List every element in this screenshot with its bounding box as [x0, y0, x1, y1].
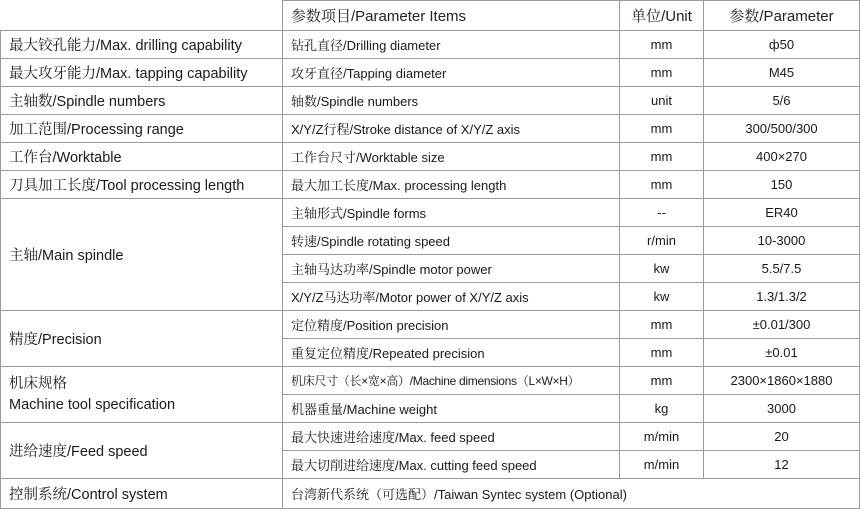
- row-unit: mm: [620, 31, 704, 59]
- row-category: 主轴/Main spindle: [1, 199, 283, 311]
- row-unit: mm: [620, 311, 704, 339]
- row-item: X/Y/Z行程/Stroke distance of X/Y/Z axis: [283, 115, 620, 143]
- table-row: [1, 199, 860, 227]
- row-item: 最大加工长度/Max. processing length: [283, 171, 620, 199]
- row-value: 5/6: [704, 87, 860, 115]
- row-unit: mm: [620, 59, 704, 87]
- header-unit: 单位/Unit: [620, 1, 704, 31]
- row-category: 最大攻牙能力/Max. tapping capability: [1, 59, 283, 87]
- table-row: [1, 143, 860, 171]
- row-value: ф50: [704, 31, 860, 59]
- row-item: 重复定位精度/Repeated precision: [283, 339, 620, 367]
- row-value: 400×270: [704, 143, 860, 171]
- table-row: [1, 115, 860, 143]
- row-category: 加工范围/Processing range: [1, 115, 283, 143]
- row-item: X/Y/Z马达功率/Motor power of X/Y/Z axis: [283, 283, 620, 311]
- header-blank-cell: [1, 1, 283, 31]
- row-category: 控制系统/Control system: [1, 479, 283, 509]
- table-row: [1, 479, 860, 509]
- row-value: ±0.01: [704, 339, 860, 367]
- row-value: 20: [704, 423, 860, 451]
- row-value: 150: [704, 171, 860, 199]
- table-row: [1, 367, 860, 395]
- row-value: 2300×1860×1880: [704, 367, 860, 395]
- header-param-items: 参数项目/Parameter Items: [283, 1, 620, 31]
- row-item: 机器重量/Machine weight: [283, 395, 620, 423]
- row-unit: kw: [620, 255, 704, 283]
- row-unit: m/min: [620, 423, 704, 451]
- row-category: 刀具加工长度/Tool processing length: [1, 171, 283, 199]
- row-item: 主轴马达功率/Spindle motor power: [283, 255, 620, 283]
- row-value: 3000: [704, 395, 860, 423]
- category-line-chinese: 机床规格: [9, 375, 67, 392]
- table-row: [1, 311, 860, 339]
- row-unit: mm: [620, 143, 704, 171]
- row-value: 1.3/1.3/2: [704, 283, 860, 311]
- row-item: 机床尺寸（长×宽×高）/Machine dimensions（L×W×H）: [283, 367, 620, 395]
- row-item: 台湾新代系统（可选配）/Taiwan Syntec system (Optional): [283, 479, 860, 509]
- header-row: [1, 1, 860, 31]
- row-unit: kw: [620, 283, 704, 311]
- row-item: 最大快速进给速度/Max. feed speed: [283, 423, 620, 451]
- row-unit: mm: [620, 171, 704, 199]
- row-item: 钻孔直径/Drilling diameter: [283, 31, 620, 59]
- row-value: 300/500/300: [704, 115, 860, 143]
- row-value: 10-3000: [704, 227, 860, 255]
- table-row: [1, 87, 860, 115]
- header-parameter: 参数/Parameter: [704, 1, 860, 31]
- row-unit: m/min: [620, 451, 704, 479]
- row-unit: --: [620, 199, 704, 227]
- row-item: 轴数/Spindle numbers: [283, 87, 620, 115]
- row-item: 定位精度/Position precision: [283, 311, 620, 339]
- row-item: 最大切削进给速度/Max. cutting feed speed: [283, 451, 620, 479]
- row-category: 最大铰孔能力/Max. drilling capability: [1, 31, 283, 59]
- row-unit: mm: [620, 339, 704, 367]
- table-row: [1, 171, 860, 199]
- row-item: 主轴形式/Spindle forms: [283, 199, 620, 227]
- row-value: 12: [704, 451, 860, 479]
- row-unit: r/min: [620, 227, 704, 255]
- row-item: 工作台尺寸/Worktable size: [283, 143, 620, 171]
- row-value: M45: [704, 59, 860, 87]
- category-line-english: Machine tool specification: [9, 396, 176, 413]
- row-category-two-line: [1, 367, 283, 423]
- row-category: 主轴数/Spindle numbers: [1, 87, 283, 115]
- table-row: [1, 59, 860, 87]
- row-item: 转速/Spindle rotating speed: [283, 227, 620, 255]
- row-value: ±0.01/300: [704, 311, 860, 339]
- row-value: ER40: [704, 199, 860, 227]
- table-row: [1, 423, 860, 451]
- row-category: 工作台/Worktable: [1, 143, 283, 171]
- row-unit: mm: [620, 367, 704, 395]
- row-unit: unit: [620, 87, 704, 115]
- row-category: 进给速度/Feed speed: [1, 423, 283, 479]
- table-row: [1, 31, 860, 59]
- row-category: 精度/Precision: [1, 311, 283, 367]
- row-value: 5.5/7.5: [704, 255, 860, 283]
- row-item: 攻牙直径/Tapping diameter: [283, 59, 620, 87]
- row-unit: kg: [620, 395, 704, 423]
- row-unit: mm: [620, 115, 704, 143]
